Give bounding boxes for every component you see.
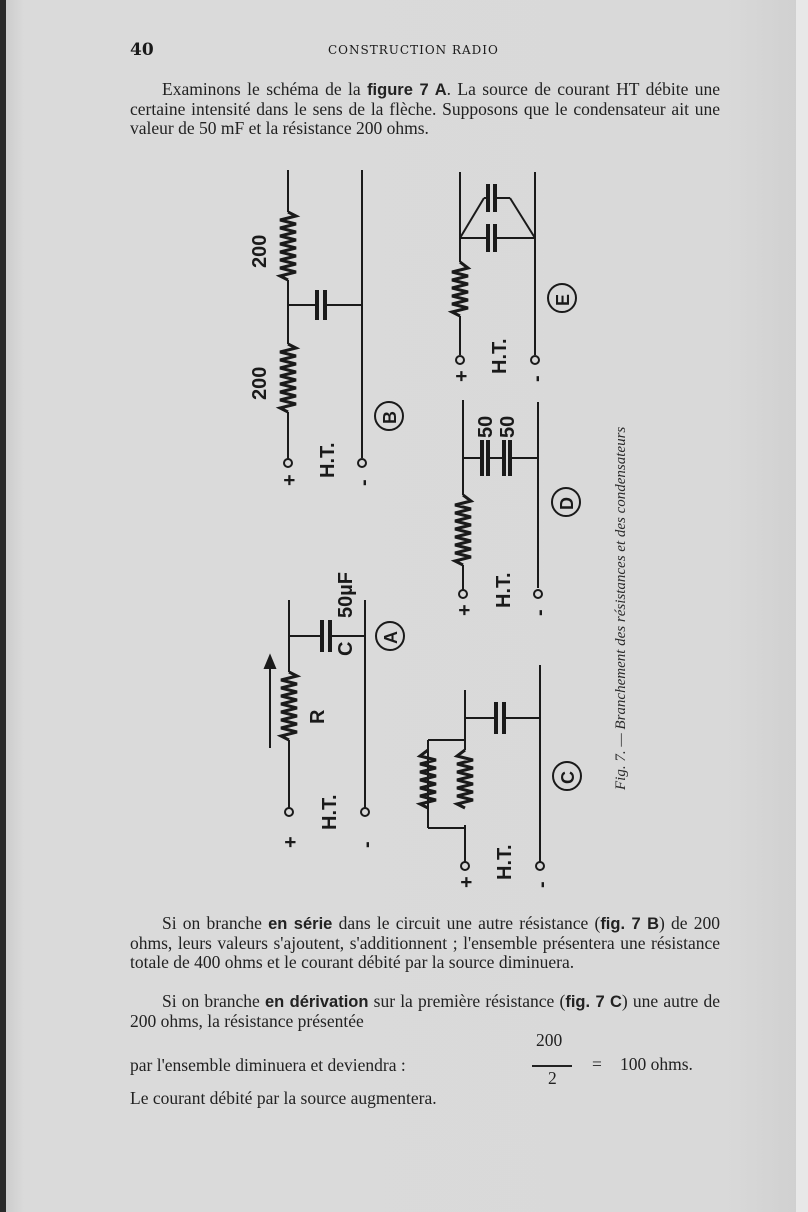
p1-text-b: . La source de courant HT débite une certaine intensité dans le sens de la flèche. Supposons que le condensateur ait une valeur de 50 mF et la résistance 200 ohms.: [130, 79, 721, 138]
d-minus: -: [529, 609, 551, 616]
p1-figref: figure 7 A: [367, 81, 447, 99]
a-cap-value: 50µF: [335, 572, 357, 618]
p1-text-a: Examinons le schéma de la: [162, 79, 361, 99]
circuit-b-label: B: [380, 411, 400, 424]
c-ht: H.T.: [494, 844, 516, 880]
running-title: CONSTRUCTION RADIO: [328, 43, 499, 57]
e-plus: +: [451, 370, 473, 382]
p2-c: ) de 200 ohms, leurs valeurs s'ajoutent, s'additionnent ; l'ensemble présentera une résistance totale de 400 ohms et le courant débité par la source diminuera.: [130, 913, 721, 972]
c-plus: +: [456, 876, 478, 888]
c-minus: -: [531, 881, 553, 888]
b-ht: H.T.: [317, 442, 339, 478]
p2-a: Si on branche: [162, 913, 262, 933]
b-plus: +: [279, 474, 301, 486]
d-ht: H.T.: [493, 572, 515, 608]
circuit-e-label: E: [553, 293, 573, 306]
e-ht: H.T.: [489, 338, 511, 374]
p3-figref: fig. 7 C: [565, 993, 622, 1011]
fraction-bar: [532, 1065, 572, 1067]
p2-b: dans le circuit une autre résistance (: [338, 913, 601, 933]
formula-prefix: par l'ensemble diminuera et deviendra :: [130, 1055, 406, 1075]
paragraph-2: [130, 914, 720, 972]
circuit-e: [452, 172, 576, 364]
b-res-1: 200: [249, 366, 271, 400]
p3-c: ) une autre de 200 ohms, la résistance présentée: [130, 991, 721, 1031]
figure-caption: Fig. 7. — Branchement des résistances et des condensateurs: [613, 426, 629, 790]
circuit-a-label: A: [381, 631, 401, 644]
a-plus: +: [280, 836, 302, 848]
e-minus: -: [526, 375, 548, 382]
paragraph-3: [130, 992, 720, 1031]
b-minus: -: [353, 479, 375, 486]
formula-denominator: 2: [548, 1068, 557, 1088]
formula-equals: =: [592, 1054, 602, 1074]
circuit-d-label: D: [557, 497, 577, 510]
page-number: 40: [130, 40, 154, 60]
circuit-c-label: C: [558, 771, 578, 784]
formula-result: 100 ohms.: [620, 1054, 693, 1074]
a-ht: H.T.: [319, 794, 341, 830]
p3-a: Si on branche: [162, 991, 260, 1011]
paragraph-4: Le courant débité par la source augmentera.: [130, 1088, 437, 1108]
d-cap-2: 50: [497, 415, 519, 438]
a-minus: -: [356, 841, 378, 848]
p2-bold: en série: [268, 915, 333, 933]
a-r: R: [307, 709, 329, 724]
p3-b: sur la première résistance (: [373, 991, 566, 1011]
p2-figref: fig. 7 B: [600, 915, 659, 933]
d-plus: +: [454, 604, 476, 616]
circuit-c: [420, 665, 581, 870]
p3-bold: en dérivation: [264, 993, 369, 1011]
formula-line: [130, 1030, 720, 1088]
a-c: C: [335, 641, 357, 656]
b-res-2: 200: [249, 234, 271, 268]
d-cap-1: 50: [475, 415, 497, 438]
formula-numerator: 200: [536, 1030, 563, 1050]
